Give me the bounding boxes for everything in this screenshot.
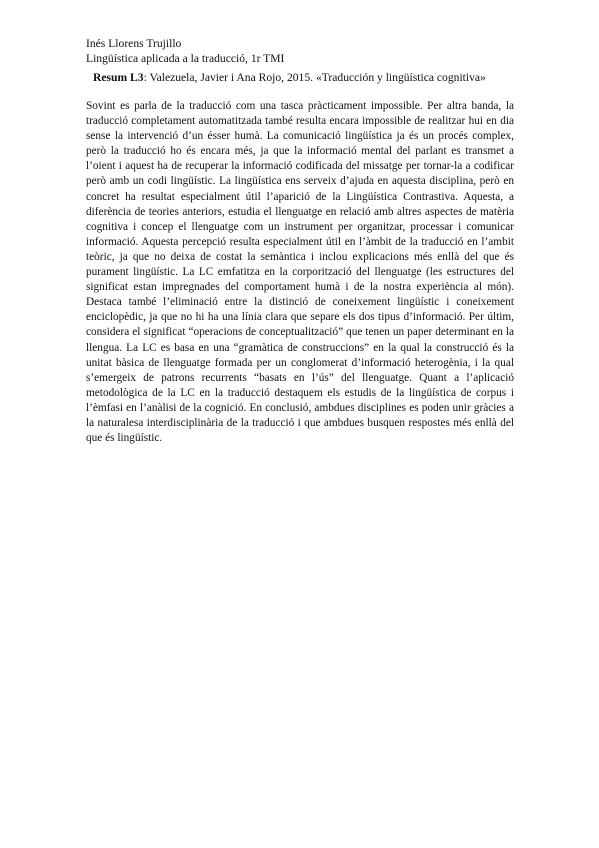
summary-paragraph: Sovint es parla de la traducció com una tasca pràcticament impossible. Per altra banda, la traducció completament automatitzada també resulta encara impossible de realitzar hui en dia sense la intervenció d’un ésser humà. La comunicació lingüística ja és un procés complex, però la traducció ho és encara més, ja que la informació mental del parlant es transmet a l’oient i aquest ha de recuperar la informació codificada del missatge per tornar-la a codificar però amb un codi lingüístic. La lingüística ens serveix d’ajuda en aquesta disciplina, però en concret ha resultat especialment útil l’aparició de la Lingüística Contrastiva. Aquesta, a diferència de teories anteriors, estudia el llenguatge en relació amb altres aspectes de matèria cognitiva i concep el llenguatge com un instrument per organitzar, processar i comunicar informació. Aquesta percepció resulta especialment útil en l’àmbit de la traducció en l’ambit teòric, ja que no deixa de costat la semàntica i inclou explicacions més enllà del que és purament lingüístic. La LC emfatitza en la corporització del llenguatge (les estructures del significat estan impregnades del comportament humà i de la nostra experiència al món). Destaca també l’eliminació entre la distinció de coneixement lingüístic i coneixement enciclopèdic, ja que no hi ha una línia clara que separe els dos tipus d’informació. Per últim, considera el significat “operacions de conceptualització” que tenen un paper determinant en la llengua. La LC es basa en una “gramàtica de construccions” en la qual la construcció és la unitat bàsica de llenguatge formada per un conglomerat d’informació heterogènia, i la qual s’emergeix de patrons recurrents “basats en l’ús” del llenguatge. Quant a l’aplicació metodològica de la LC en la traducció destaquem els estudis de la lingüística de corpus i l’èmfasi en l’anàlisi de la cognició. En conclusió, ambdues disciplines es poden unir gràcies a la naturalesa interdisciplinària de la traducció i que ambdues busquen respostes més enllà del que és lingüístic. (86, 100, 514, 445)
reference-citation: : Valezuela, Javier i Ana Rojo, 2015. «Traducción y lingüística cognitiva» (143, 71, 486, 84)
course-name: Lingüística aplicada a la traducció, 1r TMI (86, 52, 285, 65)
reference-line (93, 70, 533, 85)
reference-label: Resum L3 (93, 71, 144, 84)
author-name: Inés Llorens Trujillo (86, 37, 182, 50)
document-header (86, 36, 526, 66)
